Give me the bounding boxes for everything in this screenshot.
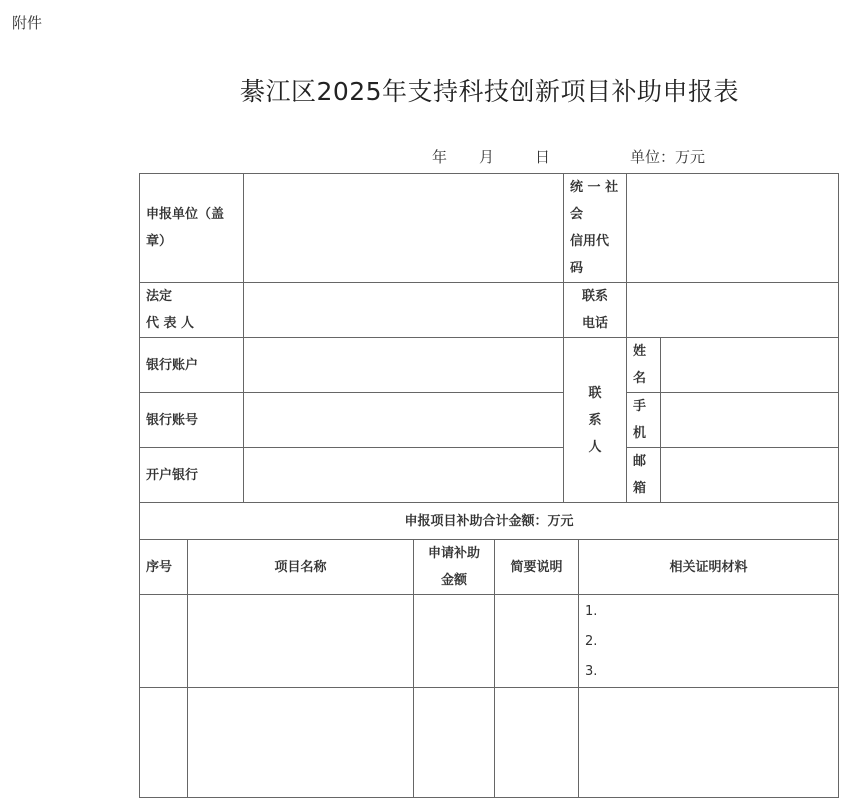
applicant-row: [140, 174, 839, 283]
total-amount-row: [140, 503, 839, 540]
seq-cell[interactable]: [140, 595, 188, 688]
credit-code-field[interactable]: [627, 174, 839, 283]
bank-name-label: 开户银行: [140, 448, 244, 503]
material-item: 3.: [585, 664, 598, 679]
attachment-label: 附件: [12, 14, 43, 32]
applicant-field[interactable]: [244, 174, 564, 283]
legal-rep-row: [140, 283, 839, 338]
legal-rep-label: 法定 代 表 人: [140, 283, 244, 338]
name-label: 姓名: [627, 338, 661, 393]
materials-header: 相关证明材料: [579, 540, 839, 595]
amount-header: 申请补助 金额: [414, 540, 495, 595]
email-label: 邮箱: [627, 448, 661, 503]
bank-number-field[interactable]: [244, 393, 564, 448]
amount-cell[interactable]: [414, 595, 495, 688]
summary-cell[interactable]: [495, 595, 579, 688]
project-name-cell[interactable]: [188, 688, 414, 798]
bank-name-field[interactable]: [244, 448, 564, 503]
project-header-row: [140, 540, 839, 595]
mobile-label: 手机: [627, 393, 661, 448]
bank-account-row: [140, 338, 839, 393]
unit-label: 单位：万元: [630, 148, 706, 166]
bank-account-label: 银行账户: [140, 338, 244, 393]
amount-cell[interactable]: [414, 688, 495, 798]
seq-header: 序号: [140, 540, 188, 595]
bank-name-row: [140, 448, 839, 503]
seq-cell[interactable]: [140, 688, 188, 798]
total-amount-label: 申报项目补助合计金额：万元: [140, 503, 839, 540]
date-month-label: 月: [479, 148, 495, 166]
application-form-table: [139, 173, 839, 798]
bank-number-row: [140, 393, 839, 448]
bank-account-field[interactable]: [244, 338, 564, 393]
page-title: 綦江区2025年支持科技创新项目补助申报表: [239, 77, 740, 106]
date-year-label: 年: [432, 148, 448, 166]
date-day-label: 日: [535, 148, 551, 166]
contact-phone-label: 联系 电话: [564, 283, 627, 338]
table-row: [140, 688, 839, 798]
materials-cell[interactable]: [579, 595, 839, 688]
applicant-label: 申报单位（盖 章）: [140, 174, 244, 283]
project-name-cell[interactable]: [188, 595, 414, 688]
contact-person-label: 联 系 人: [564, 338, 627, 503]
material-item: 2.: [585, 634, 598, 649]
contact-phone-field[interactable]: [627, 283, 839, 338]
bank-number-label: 银行账号: [140, 393, 244, 448]
credit-code-label: 统 一 社 会 信用代码: [564, 174, 627, 283]
project-name-header: 项目名称: [188, 540, 414, 595]
table-row: [140, 595, 839, 688]
email-field[interactable]: [661, 448, 839, 503]
materials-cell[interactable]: [579, 688, 839, 798]
summary-cell[interactable]: [495, 688, 579, 798]
mobile-field[interactable]: [661, 393, 839, 448]
legal-rep-field[interactable]: [244, 283, 564, 338]
summary-header: 简要说明: [495, 540, 579, 595]
name-field[interactable]: [661, 338, 839, 393]
material-item: 1.: [585, 604, 598, 619]
